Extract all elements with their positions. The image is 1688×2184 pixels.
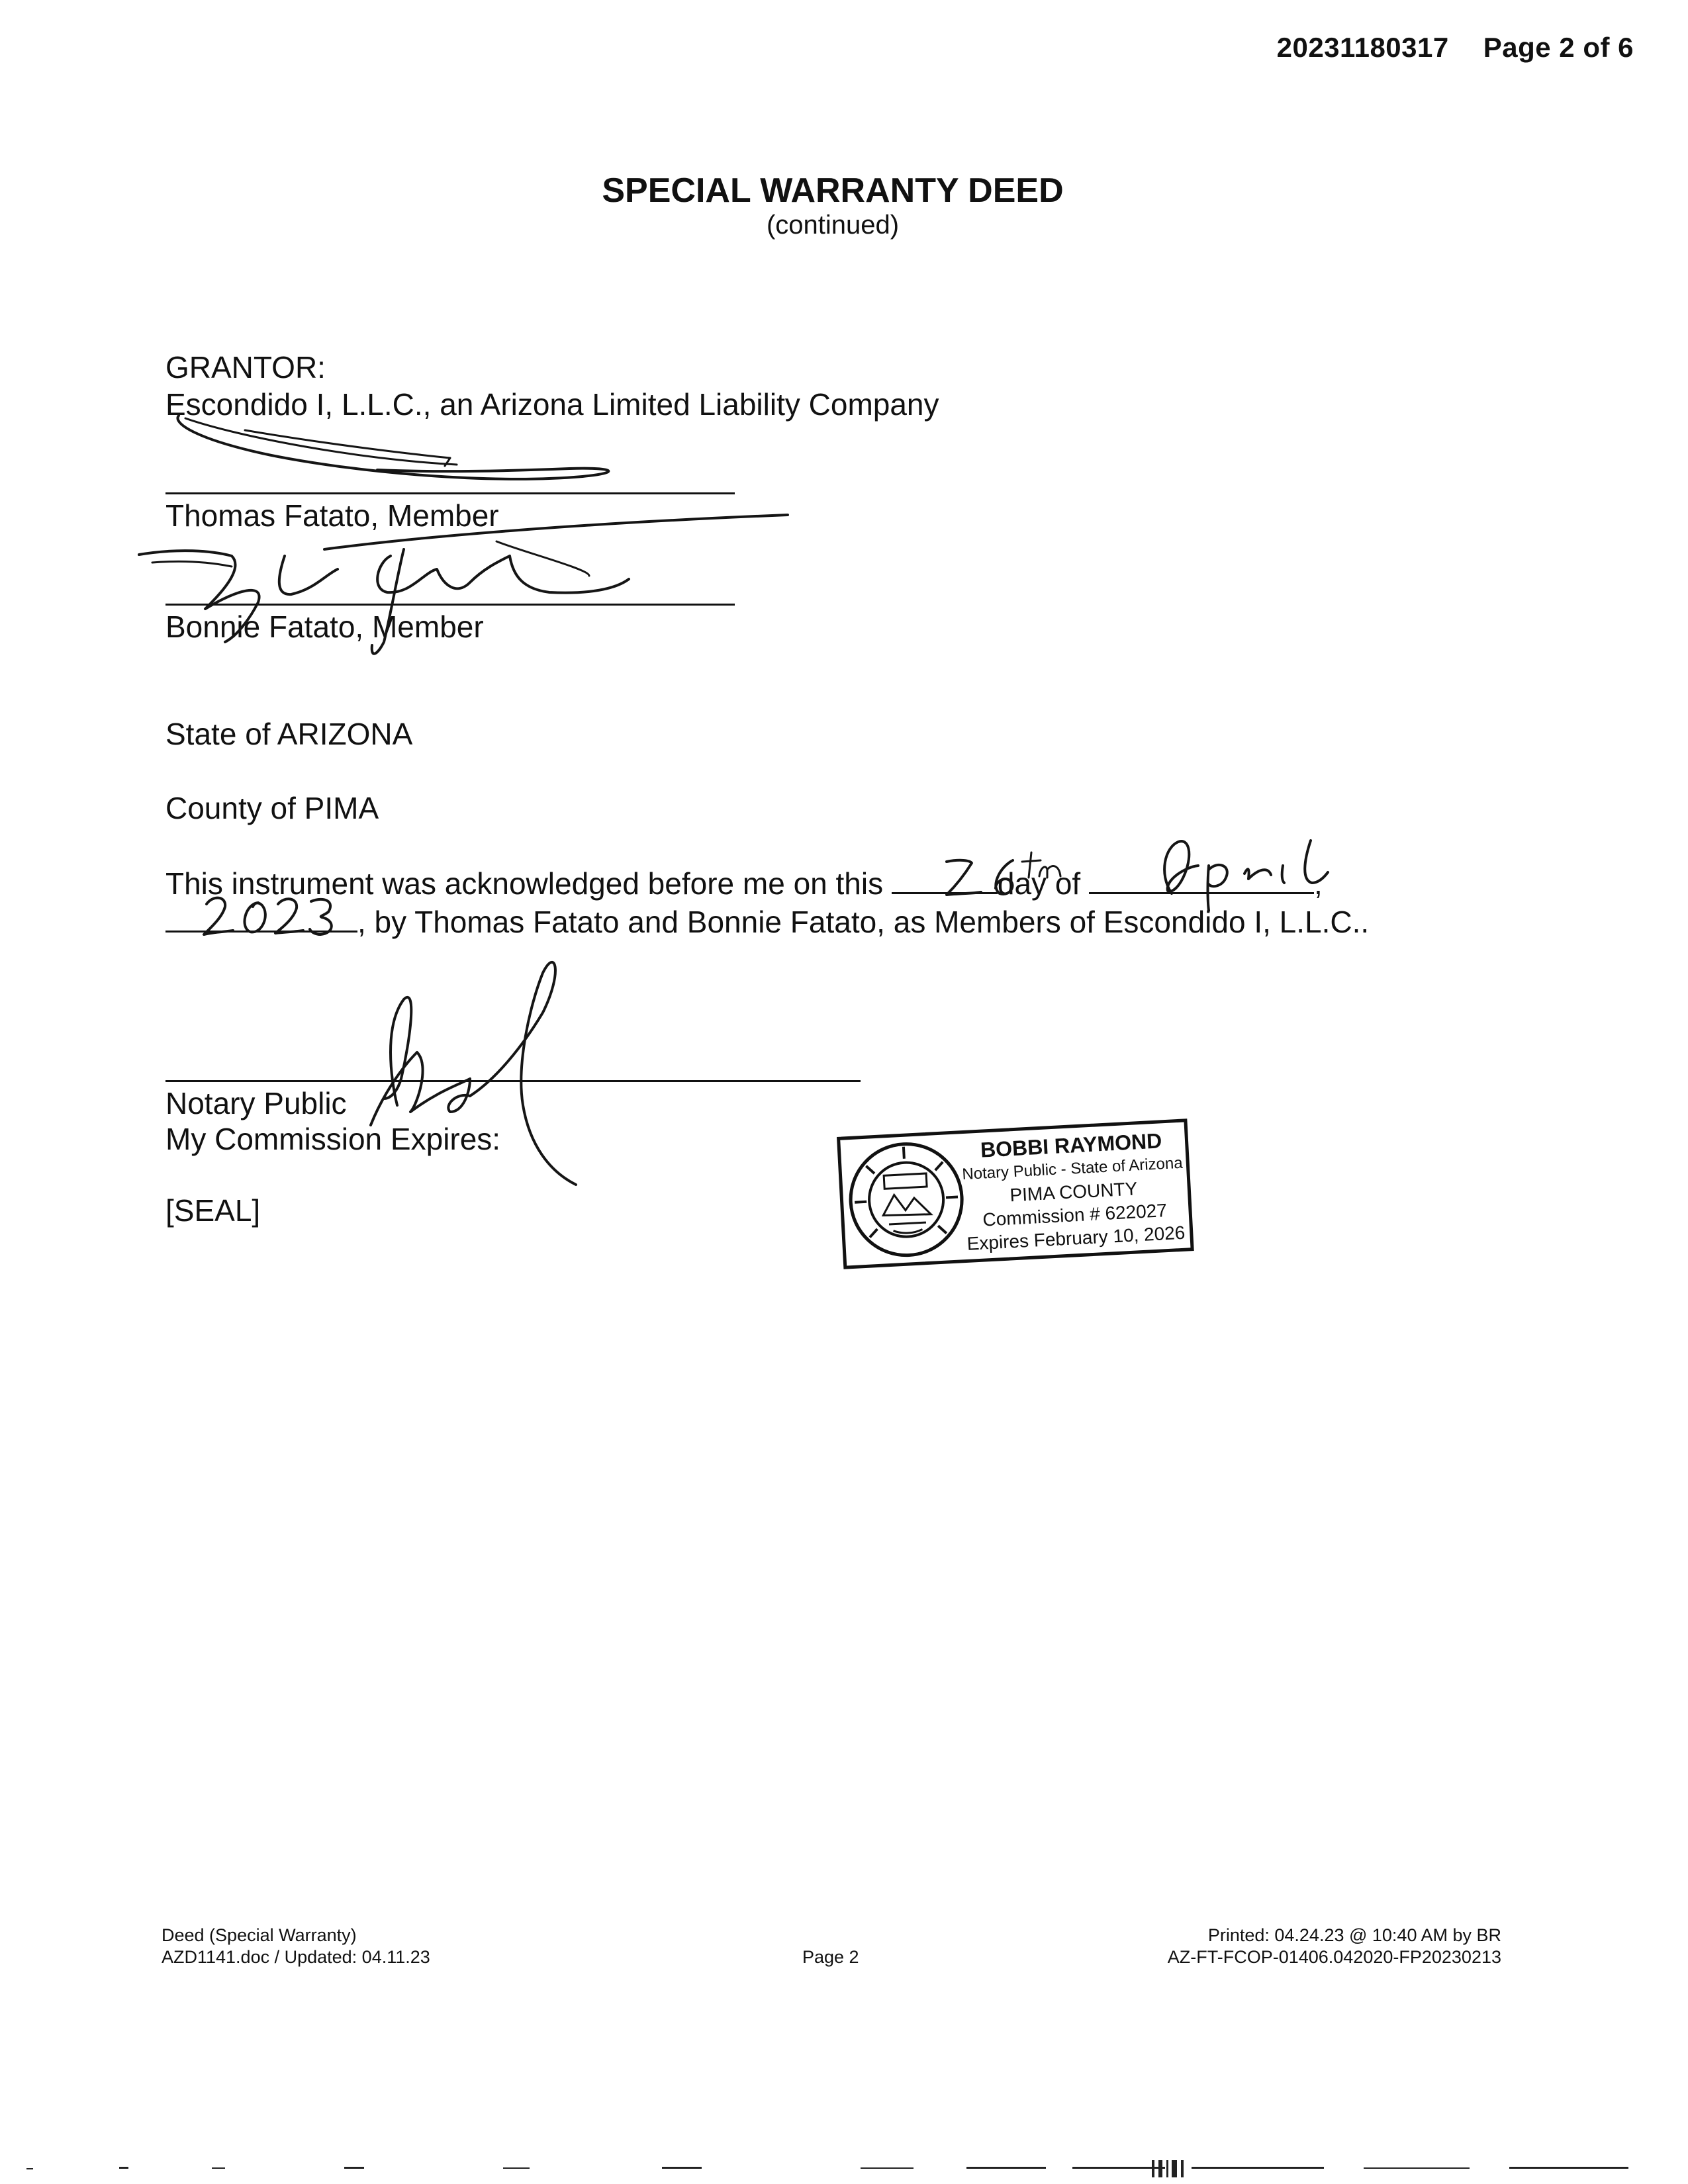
acknowledgment-comma: , <box>1313 866 1323 901</box>
page-indicator: Page 2 of 6 <box>1483 32 1634 63</box>
signer-bonnie: Bonnie Fatato, Member <box>165 610 484 644</box>
state-line: State of ARIZONA <box>165 717 413 751</box>
county-line: County of PIMA <box>165 791 379 825</box>
grantor-entity: Escondido I, L.L.C., an Arizona Limited Liability Company <box>165 387 939 422</box>
footer-form-name: Deed (Special Warranty) <box>162 1925 357 1945</box>
seal-placeholder: [SEAL] <box>165 1193 261 1228</box>
footer-printed-info: Printed: 04.24.23 @ 10:40 AM by BR <box>1207 1925 1501 1945</box>
acknowledgment-text-after-year: , by Thomas Fatato and Bonnie Fatato, as Members of Escondido I, L.L.C.. <box>357 905 1370 939</box>
acknowledgment-text-day-of: day of <box>997 866 1081 901</box>
footer-left <box>162 1925 430 1968</box>
commission-expires-label: My Commission Expires: <box>165 1122 501 1156</box>
signature-bonnie-fatato <box>126 510 821 668</box>
notary-county: PIMA COUNTY <box>1009 1178 1138 1206</box>
handwritten-month-april <box>1145 827 1370 913</box>
grantor-label: GRANTOR: <box>165 350 326 385</box>
footer-right <box>1168 1925 1501 1968</box>
notary-public-label: Notary Public <box>165 1086 347 1120</box>
handwritten-year-2023 <box>199 888 344 941</box>
arizona-state-seal-icon <box>845 1138 968 1261</box>
recording-number: 20231180317 <box>1276 32 1449 63</box>
footer-order-number: AZ-FT-FCOP-01406.042020-FP20230213 <box>1167 1947 1501 1967</box>
document-header <box>1277 32 1634 64</box>
footer-page-number: Page 2 <box>802 1947 859 1967</box>
signature-thomas-fatato <box>159 404 635 503</box>
signature-notary <box>344 933 622 1198</box>
document-subtitle: (continued) <box>766 210 900 240</box>
scan-artifact <box>0 2159 1688 2179</box>
signer-thomas: Thomas Fatato, Member <box>165 498 499 533</box>
footer-form-id: AZD1141.doc / Updated: 04.11.23 <box>162 1947 430 1967</box>
handwritten-day-26th <box>940 847 1072 907</box>
notary-title: Notary Public - State of Arizona <box>961 1154 1184 1184</box>
notary-stamp-text <box>955 1128 1192 1255</box>
document-title: SPECIAL WARRANTY DEED <box>602 171 1064 210</box>
notary-expiration: Expires February 10, 2026 <box>966 1222 1186 1254</box>
notary-stamp <box>837 1118 1194 1269</box>
notary-commission-number: Commission # 622027 <box>982 1200 1168 1230</box>
acknowledgment-text-before-day: This instrument was acknowledged before me on this <box>165 866 884 901</box>
notary-name: BOBBI RAYMOND <box>980 1128 1163 1162</box>
